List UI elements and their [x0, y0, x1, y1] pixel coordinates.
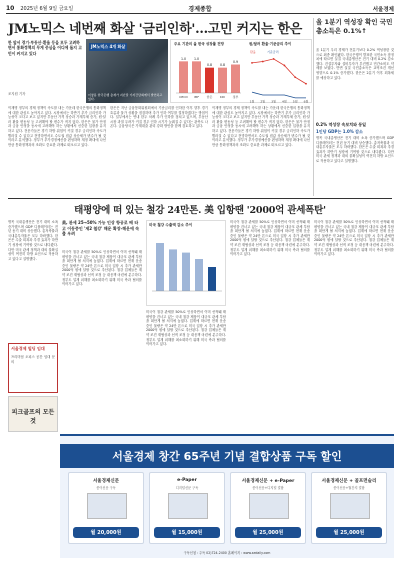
right-body: 올 1분기 우리 경제가 전분기보다 0.2% 역성장한 것으로 최종 확인됐다. 한국은행이 발표한 국민소득 잠정치에 따르면 실질 국내총생산은 전기 대비 0.2% 감소했다. 건설투자와 설비투자가 부진했고 민간소비도 약세를 보였다. 반면 실질 국민총소득은 교역조건 개선 영향으로 0.1% 증가했다. 한은은 2분기 이후 회복세를 예상하고 있다. — [316, 48, 394, 80]
data-label: 0.9 — [232, 60, 239, 64]
point — [251, 62, 253, 64]
chart-right-title: 원/달러 환율·기준금리 추이 — [249, 42, 292, 46]
story1-body-col1: 이재명 정부의 경제 정책이 속도를 내는 가운데 한국은행의 통화정책에 대한 관심도 높아지고 있다. 시장에서는 하반기 추가 금리인하 가능성이 크다고 보고 있지만 부동산 가격 상승과 가계부채 증가, 원·달러 환율 변동성 등 고려해야 할 변수가 적지 않다. 한은은 물가 안정과 금융 안정을 동시에 고려해야 하는 상황에서 신중한 입장을 유지하고 있다. 전문가들은 경기 하방 위험이 커질 경우 금리인하 속도가 빨라질 수 있다고 전망하면서도 수도권 집값 상승세가 변수가 될 것이라고 분석했다. 정부가 추가경정예산을 편성하며 재정 확대에 나선 만큼 통화정책과의 조화도 중요한 과제로 떠오르고 있다. — [8, 106, 106, 147]
issue-date: 2025년 6월 9일 금요일 — [20, 6, 74, 12]
growth-bar-chart — [173, 49, 243, 103]
plan-name: 서울경제신문 — [92, 479, 120, 484]
side-ad-title: 서울경제 빌딩 임대 — [11, 346, 45, 351]
story1-photo — [86, 39, 168, 103]
series-line — [252, 92, 306, 98]
data-label: 1.0 — [193, 56, 200, 61]
tick-label: 6월 — [303, 99, 309, 103]
story2-body-col3: 미국이 철강 관세를 50%로 인상하면서 이미 선적돼 태평양을 건너고 있는 국내 철강 제품이 대규모 관세 부담을 떠안게 될 처지에 놓였다. 업계에 따르면 현재 운송 중인 물량은 약 24만 톤으로 미국 입항 시 추가 관세만 2000억 원에 달할 것으로 추산된다. 철강 업체들은 계약 조건 재협상과 선적 조정 등 대응책 마련에 분주하다. 정부도 업계 피해를 최소화하기 위해 미국 측과 협의를 이어가고 있다. — [230, 220, 310, 257]
point — [273, 58, 275, 60]
newspaper-icon — [87, 493, 127, 519]
story1-lede: 한 앞서 경기·부동산·환율 등을 모두 고려하면서 통화정책의 무게 중심을 어디에 둘지 고민이 커지고 있다 — [8, 40, 82, 56]
bar — [192, 61, 201, 93]
plan-name: 서울경제신문 + 골프먼슬리 — [321, 479, 377, 484]
data-label: 1.0 — [180, 56, 187, 61]
plan-card[interactable] — [149, 472, 225, 544]
tick-label: IMF — [193, 95, 200, 99]
photo-caption: 이창용 한국은행 총재가 지난달 기자간담회에서 발언하고 있다. — [88, 93, 163, 101]
tick-label: 정부 — [232, 95, 239, 99]
story1-charts — [170, 39, 312, 103]
right-body2: 명목 국내총생산은 전기 대비 소폭 증가했으며 GDP 디플레이터는 전년 동기 대비 상승했다. 총저축률과 국내총투자율은 모두 하락했다. 한은은 수출 회복과 추경 효과가 하반기 성장에 기여할 것으로 내다봤다. 다만 미국 관세 정책과 대외 불확실성이 여전히 하방 요인으로 작용하고 있다고 설명했다. — [316, 136, 394, 163]
bar — [231, 65, 240, 94]
left-strip-body: 명목 국내총생산은 전기 대비 소폭 증가했으며 GDP 디플레이터는 전년 동기 대비 상승했다. 총저축률과 국내총투자율은 모두 하락했다. 한은은 수출 회복과 추경 효과가 하반기 성장에 기여할 것으로 내다봤다. 다만 미국 관세 정책과 대외 불확실성이 여전히 하방 요인으로 작용하고 있다고 설명했다. — [8, 220, 58, 261]
story2-chart — [146, 220, 226, 306]
plan-sub: 종이신문+디지털 결합 — [252, 486, 284, 490]
bar — [182, 253, 190, 291]
tick-label: 3월 — [271, 99, 277, 103]
point — [284, 65, 286, 67]
story1-body-col2: 한은은 지난 금융통화위원회에서 기준금리를 인하한 이후 향후 경기 흐름과 물가 상황을 점검하며 추가 인하 여부를 결정하겠다는 방침이다. 일부에서는 연내 한두 차례 추가 인하를 점치고 있으며, 부동산 시장 과열 우려가 커질 경우 인하 시기가 늦춰질 수 있다는 관측도 나온다. 금융당국은 가계대출 관리 강화 방안을 함께 검토하고 있다. — [110, 106, 208, 129]
brand-name: 서울경제 — [372, 6, 394, 13]
story2-body-col1: 미국이 철강 관세를 50%로 인상하면서 이미 선적돼 태평양을 건너고 있는 국내 철강 제품이 대규모 관세 부담을 떠안게 될 처지에 놓였다. 업계에 따르면 현재 운송 중인 물량은 약 24만 톤으로 미국 입항 시 추가 관세만 2000억 원에 달할 것으로 추산된다. 철강 업체들은 계약 조건 재협상과 선적 조정 등 대응책 마련에 분주하다. 정부도 업계 피해를 최소화하기 위해 미국 측과 협의를 이어가고 있다. — [62, 250, 142, 287]
story2-body-col4: 미국이 철강 관세를 50%로 인상하면서 이미 선적돼 태평양을 건너고 있는 국내 철강 제품이 대규모 관세 부담을 떠안게 될 처지에 놓였다. 업계에 따르면 현재 운송 중인 물량은 약 24만 톤으로 미국 입항 시 추가 관세만 2000억 원에 달할 것으로 추산된다. 철강 업체들은 계약 조건 재협상과 선적 조정 등 대응책 마련에 분주하다. 정부도 업계 피해를 최소화하기 위해 미국 측과 협의를 이어가고 있다. — [314, 220, 394, 257]
page-number: 10 — [6, 5, 15, 12]
series-line — [252, 59, 306, 84]
story2-headline: 태평양에 떠 있는 철강 24만톤. 美 입항땐 '2000억 관세폭탄' — [74, 205, 326, 216]
story2-chart-title: 미국 철강 수출액 감소 추이 — [149, 223, 193, 227]
subscription-ad[interactable] — [60, 434, 394, 558]
tick-label: 한은 — [206, 95, 213, 99]
book-ad[interactable] — [8, 396, 58, 432]
bar — [208, 267, 216, 291]
side-ad[interactable] — [8, 343, 58, 393]
plan-card[interactable] — [68, 472, 144, 544]
data-label: 0.8 — [219, 63, 226, 68]
tablet-icon — [168, 493, 208, 519]
tick-label: 1월 — [249, 99, 255, 103]
magazine-icon — [330, 493, 370, 519]
plan-sub: 종이신문+월간지 결합 — [333, 486, 365, 490]
rate-line-chart — [247, 49, 311, 103]
story2-body-col2: 미국이 철강 관세를 50%로 인상하면서 이미 선적돼 태평양을 건너고 있는 국내 철강 제품이 대규모 관세 부담을 떠안게 될 처지에 놓였다. 업계에 따르면 현재 운송 중인 물량은 약 24만 톤으로 미국 입항 시 추가 관세만 2000억 원에 달할 것으로 추산된다. 철강 업체들은 계약 조건 재협상과 선적 조정 등 대응책 마련에 분주하다. 정부도 업계 피해를 최소화하기 위해 미국 측과 협의를 이어가고 있다. — [146, 310, 226, 347]
point — [305, 83, 307, 85]
subscription-footer: 구독신청 : 주독 02)724-2400 홈페이지 : www.sedaily.com — [183, 551, 271, 555]
legend-label: 환율 — [250, 50, 256, 54]
steel-export-chart — [148, 233, 226, 303]
story1-headline: JM노믹스 네번째 화살 '금리인하'…고민 커지는 한은 — [8, 22, 303, 37]
data-label: 0.8 — [206, 63, 213, 68]
bar — [205, 68, 214, 93]
story2-subhead: 美, 관세 25→50% 가능 인상 항공로 배 타고 이동중인 '제2 철강' 해운 확장-해운에 속출 우려 — [62, 220, 140, 237]
tick-label: 2월 — [260, 99, 266, 103]
plan-name: 서울경제신문 + e-Paper — [241, 479, 295, 484]
right-headline: 올 1분기 역성장 확인 국민총소득은 0.1%↑ — [316, 18, 393, 35]
plan-card[interactable] — [230, 472, 306, 544]
photo-stamp: JM노믹스 4개 화살 — [91, 44, 126, 49]
bundle-icon — [249, 493, 289, 519]
subscription-ad-title: 서울경제 창간 65주년 기념 결합상품 구독 할인 — [60, 444, 394, 468]
plan-price: 월 25,000원 — [235, 527, 301, 538]
right-title2: 0.2% 역성장 속보치와 동일 — [316, 122, 367, 127]
bar — [195, 259, 203, 291]
section-name: 경제종합 — [188, 6, 212, 13]
point — [262, 61, 264, 63]
tick-label: 4월 — [281, 99, 287, 103]
plan-sub: 종이신문 구독 — [96, 486, 116, 490]
story1-body-col3: 이재명 정부의 경제 정책이 속도를 내는 가운데 한국은행의 통화정책에 대한 관심도 높아지고 있다. 시장에서는 하반기 추가 금리인하 가능성이 크다고 보고 있지만 부동산 가격 상승과 가계부채 증가, 원·달러 환율 변동성 등 고려해야 할 변수가 적지 않다. 한은은 물가 안정과 금융 안정을 동시에 고려해야 하는 상황에서 신중한 입장을 유지하고 있다. 전문가들은 경기 하방 위험이 커질 경우 금리인하 속도가 빨라질 수 있다고 전망하면서도 수도권 집값 상승세가 변수가 될 것이라고 분석했다. 정부가 추가경정예산을 편성하며 재정 확대에 나선 만큼 통화정책과의 조화도 중요한 과제로 떠오르고 있다. — [212, 106, 310, 147]
right-sub2: 1인당 GDP는 1.0% 감소 — [316, 129, 363, 134]
book-ad-title: 피크골프의 모든 것 — [11, 409, 55, 425]
bar — [169, 249, 177, 291]
page-header — [6, 4, 394, 14]
tick-label: OECD — [179, 95, 188, 99]
side-ad-body: 프리미엄 오피스 공간 임대 문의 — [11, 355, 55, 364]
tick-label: KDI — [219, 95, 226, 99]
plan-price: 월 15,000원 — [154, 527, 220, 538]
chart-left-title: 주요 기관의 올 한국 성장률 전망 — [174, 42, 225, 46]
plan-price: 월 20,000원 — [73, 527, 139, 538]
point — [294, 76, 296, 78]
tick-label: 5월 — [292, 99, 298, 103]
plan-price: 월 25,000원 — [316, 527, 382, 538]
plan-card[interactable] — [311, 472, 387, 544]
bar — [218, 68, 227, 93]
bar — [179, 61, 188, 93]
bar — [156, 243, 164, 291]
plan-sub: 디지털신문 구독 — [175, 486, 199, 490]
legend-label: 기준금리 — [267, 50, 279, 54]
column-divider — [313, 18, 314, 196]
story1-byline: 조지원 기자 — [8, 92, 26, 96]
plan-name: e-Paper — [177, 478, 197, 483]
section-rule — [8, 198, 392, 199]
